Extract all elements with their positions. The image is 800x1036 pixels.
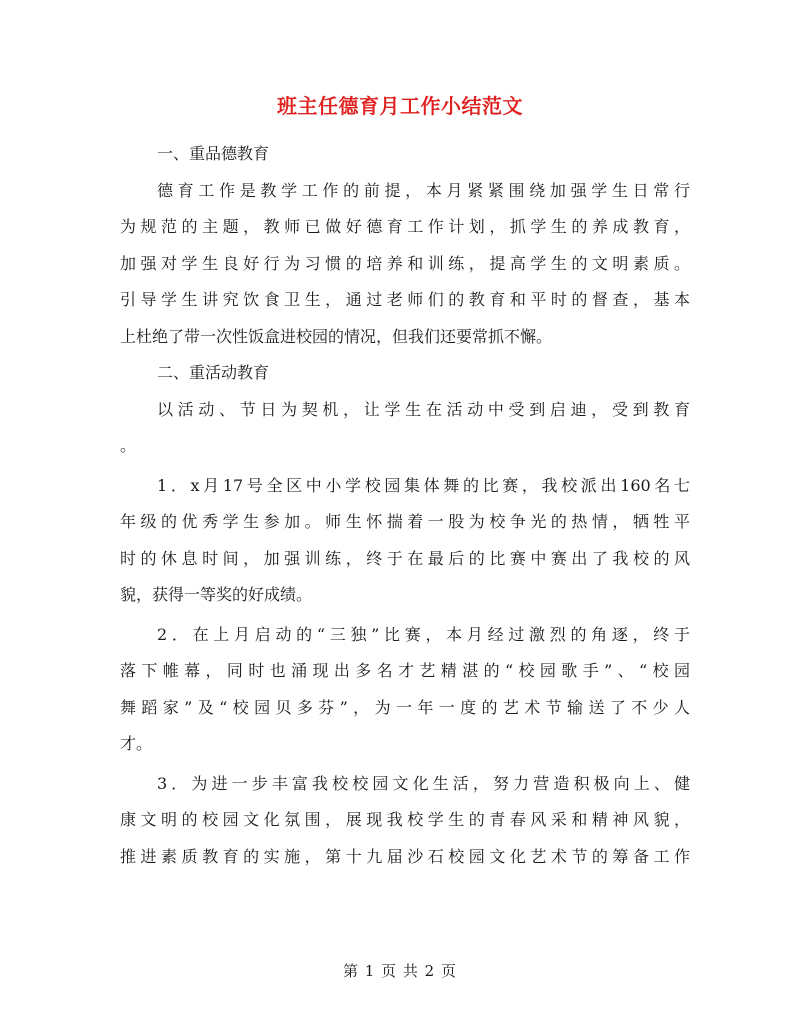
paragraph-line: 引导学生讲究饮食卫生，通过老师们的教育和平时的督查，基本 xyxy=(120,290,690,309)
paragraph-line: 康文明的校园文化氛围，展现我校学生的青春风采和精神风貌， xyxy=(120,810,690,829)
document-title: 班主任德育月工作小结范文 xyxy=(277,94,523,118)
paragraph-line: 1．x月17号全区中小学校园集体舞的比赛，我校派出160名七 xyxy=(157,475,690,495)
paragraph-line: 年级的优秀学生参加。师生怀揣着一股为校争光的热情，牺牲平 xyxy=(120,512,690,531)
paragraph-line: 。 xyxy=(120,436,137,455)
paragraph-line: 加强对学生良好行为习惯的培养和训练，提高学生的文明素质。 xyxy=(120,253,690,273)
paragraph-line: 落下帷幕，同时也涌现出多名才艺精湛的“校园歌手”、“校园 xyxy=(120,661,690,680)
paragraph-line: 上杜绝了带一次性饭盒进校园的情况，但我们还要常抓不懈。 xyxy=(120,326,553,346)
paragraph-line: 3．为进一步丰富我校校园文化生活，努力营造积极向上、健 xyxy=(157,773,690,793)
document-body xyxy=(120,136,690,875)
section-heading-1: 一、重品德教育 xyxy=(157,144,270,163)
page-number: 第 1 页 共 2 页 xyxy=(343,962,457,980)
paragraph-line: 舞蹈家”及“校园贝多芬”，为一年一度的艺术节输送了不少人 xyxy=(120,697,690,717)
paragraph-line: 貌，获得一等奖的好成绩。 xyxy=(120,585,313,604)
paragraph-line: 以活动、节日为契机，让学生在活动中受到启迪，受到教育 xyxy=(157,399,690,419)
paragraph-line: 为规范的主题，教师已做好德育工作计划，抓学生的养成教育， xyxy=(120,217,690,236)
section-heading-2: 二、重活动教育 xyxy=(157,363,270,382)
paragraph-line: 2．在上月启动的“三独”比赛，本月经过激烈的角逐，终于 xyxy=(157,624,690,644)
paragraph-line: 才。 xyxy=(120,734,153,753)
paragraph-line: 推进素质教育的实施，第十九届沙石校园文化艺术节的筹备工作 xyxy=(120,846,690,866)
paragraph-line: 德育工作是教学工作的前提，本月紧紧围绕加强学生日常行 xyxy=(157,180,690,200)
paragraph-line: 时的休息时间，加强训练，终于在最后的比赛中赛出了我校的风 xyxy=(120,548,690,568)
